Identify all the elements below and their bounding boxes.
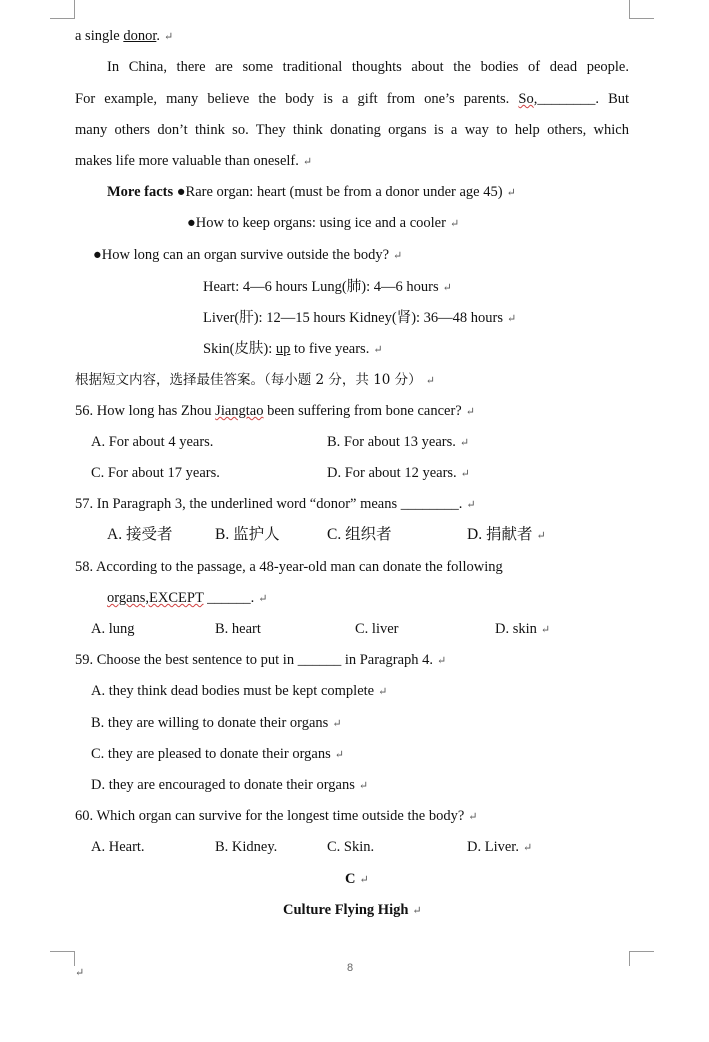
- q60-option-a: A. Heart.: [91, 839, 145, 855]
- q60-stem: 60. Which organ can survive for the longest time outside the body? ↵: [75, 808, 478, 824]
- crop-mark-top-left: [50, 0, 75, 19]
- facts-label: More facts: [107, 184, 174, 200]
- q58-option-b: B. heart: [215, 621, 261, 637]
- q58-option-d: D. skin ↵: [495, 621, 551, 637]
- passage-line-1: a single donor. ↵: [75, 28, 174, 44]
- q56-option-a: A. For about 4 years.: [91, 434, 214, 450]
- q59-option-d: D. they are encouraged to donate their organs ↵: [91, 777, 369, 793]
- paragraph-line-2: For example, many believe the body is a gift from one’s parents. So,________. But: [75, 91, 630, 107]
- q58-stem-line-1: 58. According to the passage, a 48-year-old man can donate the following: [75, 559, 503, 575]
- paragraph-line-1: In China, there are some traditional thoughts about the bodies of dead people.: [107, 59, 629, 75]
- q58-option-c: C. liver: [355, 621, 399, 637]
- q56-stem: 56. How long has Zhou Jiangtao been suffering from bone cancer? ↵: [75, 403, 475, 419]
- facts-survive-question: ●How long can an organ survive outside the body? ↵: [93, 247, 403, 263]
- facts-liver-kidney: Liver(肝): 12—15 hours Kidney(肾): 36—48 hours ↵: [203, 310, 517, 326]
- q58-option-a: A. lung: [91, 621, 135, 637]
- crop-mark-bottom-left: [50, 951, 75, 966]
- section-title: Culture Flying High ↵: [283, 902, 422, 918]
- q57-option-a: A. 接受者: [107, 526, 173, 543]
- q57-option-c: C. 组织者: [327, 526, 392, 543]
- q56-option-b: B. For about 13 years. ↵: [327, 434, 470, 450]
- crop-mark-top-right: [629, 0, 654, 19]
- q59-option-b: B. they are willing to donate their organs ↵: [91, 715, 342, 731]
- paragraph-line-3: many others don’t think so. They think donating organs is a way to help others, which: [75, 122, 629, 138]
- q56-option-c: C. For about 17 years.: [91, 465, 220, 481]
- q58-stem-line-2: organs,EXCEPT ______. ↵: [107, 590, 268, 606]
- q60-option-c: C. Skin.: [327, 839, 375, 855]
- q60-option-d: D. Liver. ↵: [467, 839, 533, 855]
- q57-option-b: B. 监护人: [215, 526, 280, 543]
- q59-option-a: A. they think dead bodies must be kept complete ↵: [91, 683, 388, 699]
- footer-return-mark: ↵: [75, 967, 85, 979]
- q57-stem: 57. In Paragraph 3, the underlined word “donor” means ________. ↵: [75, 496, 476, 512]
- instructions: 根据短文内容，选择最佳答案。（每小题 2 分，共 10 分） ↵: [75, 372, 435, 388]
- section-letter: C ↵: [345, 871, 369, 887]
- facts-skin: Skin(皮肤): up to five years. ↵: [203, 341, 383, 357]
- facts-heart-lung: Heart: 4—6 hours Lung(肺): 4—6 hours ↵: [203, 279, 452, 295]
- q60-option-b: B. Kidney.: [215, 839, 278, 855]
- q56-option-d: D. For about 12 years. ↵: [327, 465, 470, 481]
- crop-mark-bottom-right: [629, 951, 654, 966]
- paragraph-line-4: makes life more valuable than oneself. ↵: [75, 153, 313, 169]
- page-number: 8: [347, 962, 354, 974]
- facts-keep-organs: ●How to keep organs: using ice and a cooler ↵: [187, 215, 460, 231]
- q59-option-c: C. they are pleased to donate their organs ↵: [91, 746, 344, 762]
- facts-rare-organ: More facts ●Rare organ: heart (must be from a donor under age 45) ↵: [107, 184, 516, 200]
- q57-option-d: D. 捐献者 ↵: [467, 526, 546, 543]
- underlined-word-donor: donor: [123, 28, 157, 44]
- q59-stem: 59. Choose the best sentence to put in ______ in Paragraph 4. ↵: [75, 652, 447, 668]
